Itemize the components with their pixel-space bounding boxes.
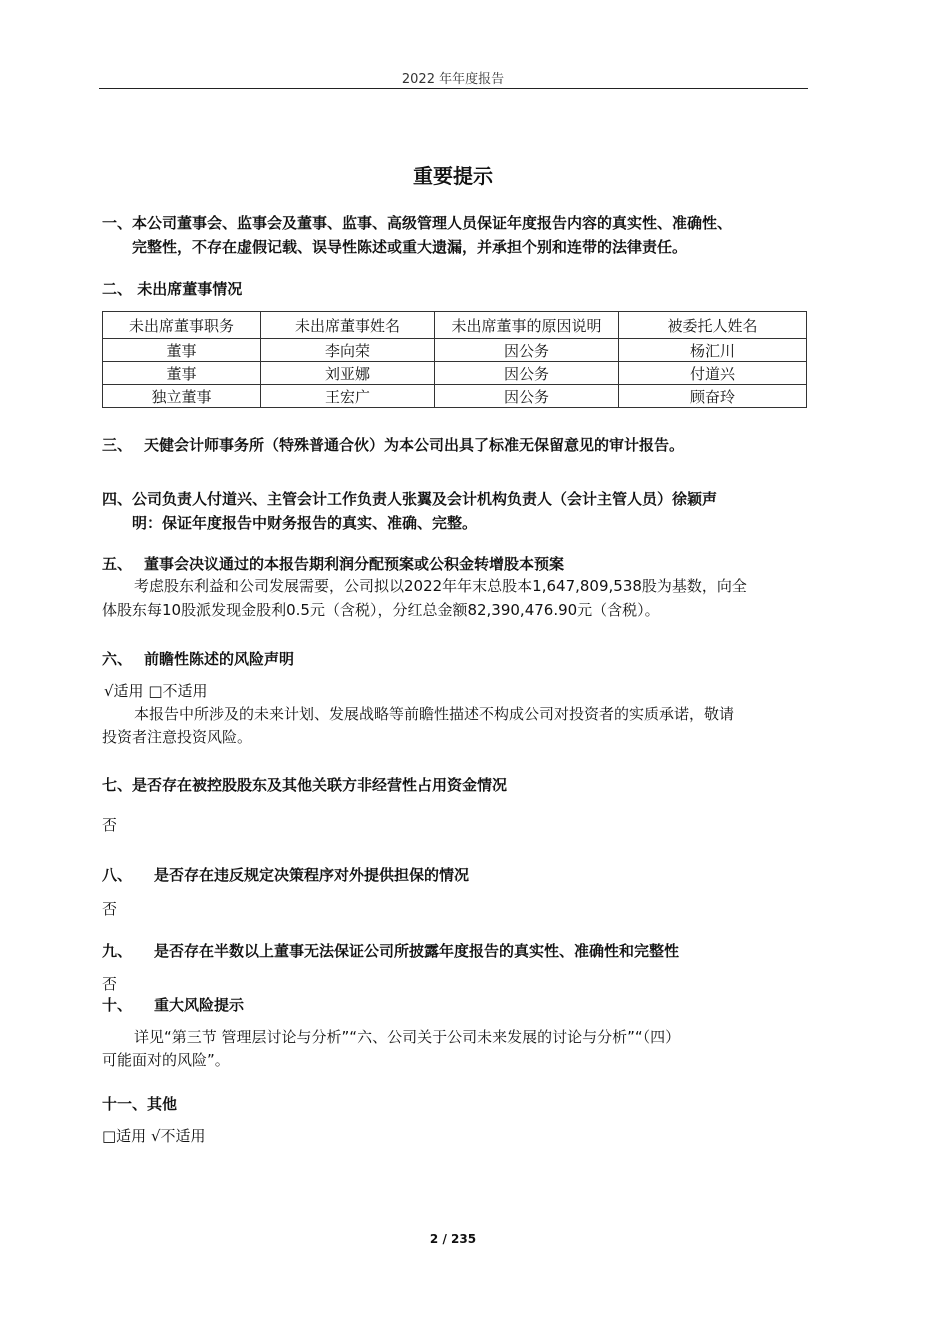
page-title: 重要提示 bbox=[413, 164, 493, 188]
section-7-heading: 七、是否存在被控股股东及其他关联方非经营性占用资金情况 bbox=[102, 776, 508, 794]
section-5-body-line-2: 体股东每10股派发现金股利0.5元（含税），分红总金额82,390,476.90元（含税）。 bbox=[102, 601, 660, 619]
section-8-number: 八、 bbox=[102, 866, 133, 884]
section-10-number: 十、 bbox=[102, 996, 133, 1014]
table-cell: 因公务 bbox=[435, 362, 619, 385]
section-1-line-2: 完整性，不存在虚假记载、误导性陈述或重大遗漏，并承担个别和连带的法律责任。 bbox=[132, 238, 688, 256]
table-row bbox=[103, 339, 807, 362]
section-5-title: 董事会决议通过的本报告期利润分配预案或公积金转增股本预案 bbox=[144, 555, 565, 573]
page-header: 2022 年年度报告 bbox=[401, 72, 505, 87]
header-rule bbox=[99, 88, 808, 89]
section-5-heading bbox=[102, 553, 564, 574]
table-cell: 王宏广 bbox=[261, 385, 435, 408]
table-cell: 董事 bbox=[103, 339, 261, 362]
page-number: 2 / 235 bbox=[429, 1232, 477, 1246]
section-6-number: 六、 bbox=[102, 650, 133, 668]
table-cell: 因公务 bbox=[435, 385, 619, 408]
table-cell: 独立董事 bbox=[103, 385, 261, 408]
table-cell: 刘亚娜 bbox=[261, 362, 435, 385]
section-11-heading: 十一、其他 bbox=[102, 1095, 178, 1113]
section-2-heading: 二、 未出席董事情况 bbox=[102, 280, 243, 298]
section-4-line-1: 四、公司负责人付道兴、主管会计工作负责人张翼及会计机构负责人（会计主管人员）徐颖声 bbox=[102, 490, 718, 508]
section-5-body-line-1: 考虑股东利益和公司发展需要，公司拟以2022年年末总股本1,647,809,538股为基数，向全 bbox=[134, 577, 747, 595]
section-9-number: 九、 bbox=[102, 942, 133, 960]
section-8-heading bbox=[102, 864, 469, 885]
section-3-text: 天健会计师事务所（特殊普通合伙）为本公司出具了标准无保留意见的审计报告。 bbox=[144, 436, 685, 454]
section-8-answer: 否 bbox=[102, 900, 118, 918]
section-10-title: 重大风险提示 bbox=[154, 996, 245, 1014]
section-7-answer: 否 bbox=[102, 816, 118, 834]
section-6-title: 前瞻性陈述的风险声明 bbox=[144, 650, 295, 668]
section-10-body-line-2: 可能面对的风险”。 bbox=[102, 1051, 230, 1069]
section-10-body-line-1: 详见“第三节 管理层讨论与分析”“六、公司关于公司未来发展的讨论与分析”“（四） bbox=[134, 1028, 681, 1046]
section-6-heading bbox=[102, 648, 294, 669]
section-6-applicability: √适用 □不适用 bbox=[104, 682, 208, 700]
section-4-line-2: 明：保证年度报告中财务报告的真实、准确、完整。 bbox=[132, 514, 478, 532]
section-1-line-1: 一、本公司董事会、监事会及董事、监事、高级管理人员保证年度报告内容的真实性、准确性、 bbox=[102, 214, 733, 232]
column-header: 未出席董事的原因说明 bbox=[435, 312, 619, 339]
section-10-heading bbox=[102, 994, 244, 1015]
section-8-title: 是否存在违反规定决策程序对外提供担保的情况 bbox=[154, 866, 470, 884]
section-3 bbox=[102, 434, 684, 455]
table-cell: 李向荣 bbox=[261, 339, 435, 362]
table-cell: 顾奋玲 bbox=[619, 385, 807, 408]
column-header: 未出席董事职务 bbox=[103, 312, 261, 339]
column-header: 未出席董事姓名 bbox=[261, 312, 435, 339]
absent-directors-table bbox=[102, 311, 807, 408]
section-6-body-line-1: 本报告中所涉及的未来计划、发展战略等前瞻性描述不构成公司对投资者的实质承诺，敬请 bbox=[134, 705, 735, 723]
table-row bbox=[103, 362, 807, 385]
table-row bbox=[103, 385, 807, 408]
table-cell: 杨汇川 bbox=[619, 339, 807, 362]
table-cell: 董事 bbox=[103, 362, 261, 385]
table-cell: 付道兴 bbox=[619, 362, 807, 385]
section-9-title: 是否存在半数以上董事无法保证公司所披露年度报告的真实性、准确性和完整性 bbox=[154, 942, 680, 960]
section-6-body-line-2: 投资者注意投资风险。 bbox=[102, 728, 253, 746]
section-9-heading bbox=[102, 940, 679, 961]
table-header-row bbox=[103, 312, 807, 339]
column-header: 被委托人姓名 bbox=[619, 312, 807, 339]
table-cell: 因公务 bbox=[435, 339, 619, 362]
section-3-number: 三、 bbox=[102, 436, 133, 454]
section-5-number: 五、 bbox=[102, 555, 133, 573]
section-11-applicability: □适用 √不适用 bbox=[102, 1127, 206, 1145]
section-9-answer: 否 bbox=[102, 975, 118, 993]
